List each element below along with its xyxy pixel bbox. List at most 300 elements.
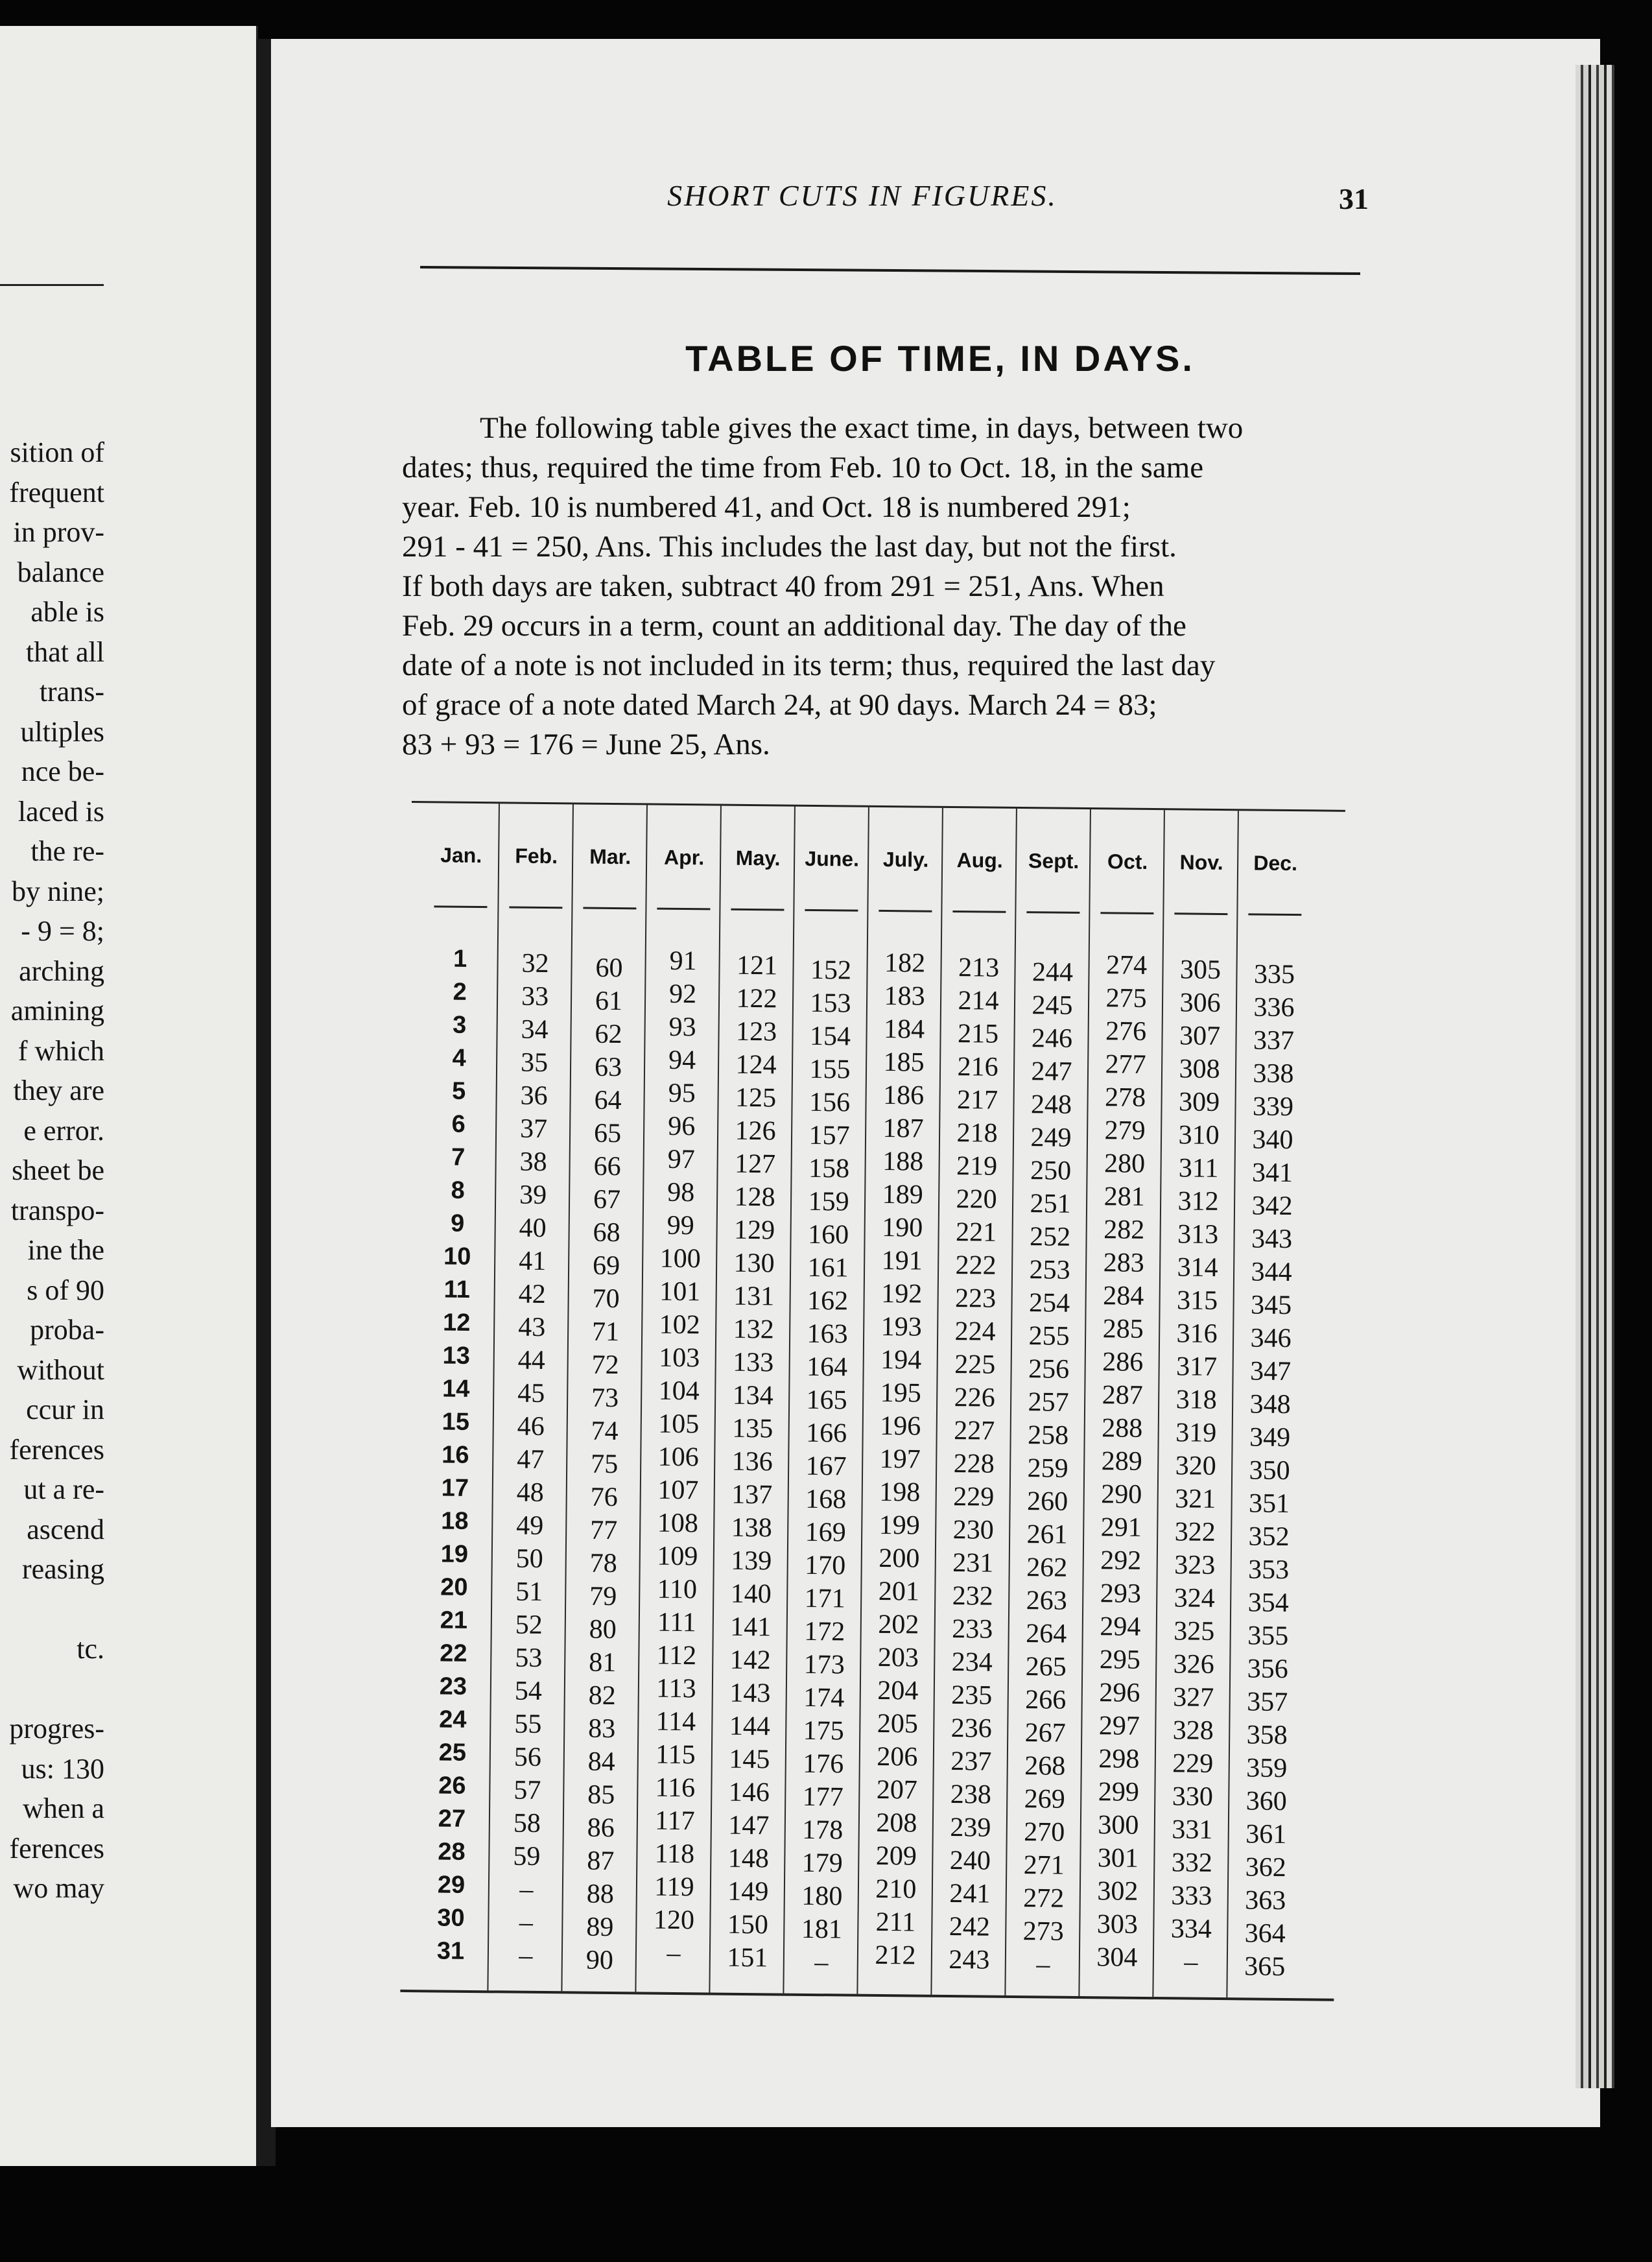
table-cell: 175 (803, 1715, 844, 1746)
table-cell: 325 (1174, 1616, 1215, 1647)
table-cell: 285 (1102, 1314, 1144, 1344)
table-cell: 301 (1097, 1843, 1139, 1874)
table-cell: 295 (1099, 1645, 1141, 1675)
column-header: May. (735, 846, 781, 870)
table-cell: 119 (654, 1872, 694, 1903)
table-cell: 184 (883, 1014, 925, 1045)
table-column-may (709, 806, 796, 1994)
table-cell: 151 (727, 1942, 768, 1973)
table-cell: 69 (592, 1250, 620, 1281)
table-cell: 106 (657, 1442, 700, 1473)
table-cell: 35 (520, 1047, 549, 1078)
left-page-fragment: nce be- (21, 756, 104, 787)
table-cell: 226 (954, 1383, 995, 1413)
table-cell: 72 (591, 1350, 619, 1381)
table-cell: 344 (1251, 1257, 1292, 1288)
table-cell: 217 (956, 1085, 998, 1115)
left-page-fragment: in prov- (13, 516, 104, 548)
table-cell: 29 (437, 1871, 466, 1899)
table-cell: – (1184, 1947, 1198, 1977)
table-cell: 342 (1251, 1191, 1293, 1222)
table-cell: 143 (729, 1678, 771, 1709)
table-cell: 165 (806, 1385, 847, 1416)
table-cell: 205 (877, 1708, 919, 1739)
table-cell: 57 (513, 1775, 541, 1805)
table-cell: 263 (1026, 1586, 1067, 1616)
table-cell: 147 (728, 1810, 770, 1841)
table-cell: 272 (1023, 1883, 1065, 1914)
table-column-nov (1152, 810, 1239, 1997)
table-cell: 224 (954, 1316, 996, 1347)
left-page-fragment: sheet be (12, 1154, 104, 1186)
table-cell: 193 (880, 1311, 922, 1342)
table-cell: 132 (733, 1314, 774, 1345)
table-cell: 155 (809, 1054, 851, 1085)
table-cell: 282 (1103, 1215, 1145, 1245)
left-page-fragment: transpo- (10, 1194, 104, 1226)
table-cell: 162 (807, 1285, 849, 1316)
table-cell: 97 (667, 1144, 695, 1175)
table-cell: 359 (1246, 1753, 1288, 1784)
left-page-fragment: e error. (23, 1114, 104, 1147)
table-cell: 160 (807, 1219, 849, 1250)
table-cell: 166 (805, 1418, 847, 1449)
left-page-fragment: by nine; (12, 875, 104, 907)
column-header-rule (657, 908, 710, 911)
left-page-fragment: trans- (39, 676, 104, 708)
table-column-dec (1226, 811, 1313, 1998)
column-header: Oct. (1107, 850, 1148, 874)
left-page-fragment: laced is (18, 795, 104, 827)
table-cell: 107 (657, 1475, 699, 1506)
table-cell: 161 (807, 1252, 849, 1283)
table-cell: 276 (1105, 1016, 1147, 1047)
table-cell: 58 (513, 1808, 541, 1839)
table-cell: 48 (516, 1477, 544, 1508)
left-page-fragment: f which (18, 1034, 104, 1067)
table-cell: 210 (875, 1874, 917, 1905)
table-cell: 340 (1252, 1125, 1293, 1156)
table-cell: 249 (1030, 1123, 1072, 1153)
table-cell: 324 (1174, 1583, 1215, 1613)
table-cell: 149 (727, 1876, 769, 1907)
table-cell: 182 (884, 948, 926, 979)
left-page-fragment: balance (17, 556, 104, 588)
table-cell: 102 (659, 1309, 700, 1340)
table-cell: 259 (1027, 1453, 1068, 1484)
table-cell: 90 (585, 1945, 614, 1976)
table-cell: 12 (442, 1309, 471, 1337)
table-cell: 183 (884, 981, 925, 1012)
column-header: Jan. (440, 843, 482, 868)
table-cell: 234 (951, 1647, 993, 1678)
table-cell: 330 (1172, 1781, 1214, 1812)
table-cell: 112 (656, 1640, 697, 1671)
left-page-fragment: sition of (10, 436, 104, 468)
table-cell: 298 (1098, 1744, 1140, 1774)
table-cell: 41 (518, 1246, 547, 1277)
table-cell: 277 (1105, 1049, 1146, 1080)
column-header: Sept. (1028, 849, 1080, 873)
table-cell: 42 (518, 1279, 546, 1310)
table-cell: 54 (514, 1676, 543, 1706)
table-cell: 360 (1245, 1786, 1287, 1817)
table-cell: 23 (439, 1673, 467, 1700)
table-cell: 299 (1098, 1777, 1140, 1807)
left-page-fragment: ultiples (20, 715, 104, 748)
table-cell: 159 (808, 1186, 849, 1217)
left-page-fragment: without (17, 1353, 104, 1386)
table-cell: 178 (802, 1815, 844, 1846)
column-header-rule (434, 905, 487, 908)
table-cell: 266 (1025, 1685, 1067, 1715)
table-cell: 137 (731, 1479, 773, 1510)
table-cell: 358 (1246, 1720, 1288, 1751)
table-cell: 219 (956, 1151, 998, 1182)
table-cell: 312 (1177, 1186, 1219, 1217)
table-cell: 251 (1030, 1189, 1071, 1219)
table-cell: 268 (1024, 1751, 1066, 1781)
table-cell: 304 (1096, 1942, 1138, 1973)
table-cell: 30 (437, 1904, 465, 1932)
table-cell: 78 (589, 1548, 617, 1579)
table-cell: 238 (950, 1780, 992, 1810)
table-cell: 261 (1026, 1519, 1068, 1550)
table-cell: 19 (440, 1540, 469, 1568)
table-cell: 136 (731, 1446, 773, 1477)
table-cell: 328 (1172, 1715, 1214, 1746)
left-page-fragment: ferences (9, 1433, 104, 1466)
table-cell: 309 (1178, 1087, 1220, 1117)
table-cell: 138 (731, 1512, 772, 1543)
table-cell: 170 (804, 1550, 846, 1581)
table-cell: 50 (515, 1543, 544, 1574)
table-cell: 100 (659, 1243, 701, 1274)
table-cell: 216 (957, 1052, 998, 1082)
left-page-fragment: ut a re- (23, 1473, 104, 1505)
table-cell: 280 (1103, 1149, 1146, 1179)
table-cell: 55 (514, 1709, 542, 1739)
table-cell: 208 (876, 1807, 917, 1839)
table-cell: – (519, 1874, 534, 1905)
column-header-rule (509, 906, 562, 909)
table-cell: – (519, 1907, 534, 1938)
table-cell: 248 (1030, 1089, 1072, 1120)
table-cell: 53 (515, 1643, 543, 1673)
table-cell: 44 (517, 1345, 545, 1376)
table-cell: 34 (521, 1014, 549, 1045)
table-cell: 127 (734, 1149, 776, 1180)
table-cell: 95 (668, 1078, 696, 1109)
table-cell: 203 (877, 1642, 919, 1673)
table-cell: 167 (805, 1451, 847, 1482)
table-cell: 45 (517, 1378, 545, 1409)
table-cell: 163 (807, 1318, 848, 1350)
table-cell: 123 (735, 1016, 777, 1047)
table-cell: 22 (440, 1639, 467, 1667)
table-cell: 4 (452, 1044, 466, 1072)
table-cell: 194 (880, 1344, 922, 1375)
table-cell: 220 (956, 1184, 997, 1215)
table-cell: 7 (451, 1143, 466, 1171)
table-cell: 62 (595, 1019, 622, 1050)
table-cell: 235 (951, 1680, 993, 1711)
left-page-fragment: ine the (27, 1234, 104, 1266)
table-cell: 290 (1101, 1479, 1142, 1510)
left-page-fragment: amining (10, 995, 104, 1027)
table-cell: 2 (453, 978, 467, 1006)
table-cell: 313 (1177, 1219, 1219, 1250)
left-page-fragment: ferences (9, 1832, 104, 1864)
table-cell: 128 (734, 1182, 775, 1213)
table-cell: 190 (881, 1212, 923, 1243)
table-cell: 320 (1175, 1451, 1216, 1481)
table-cell: 114 (655, 1706, 696, 1737)
table-cell: 258 (1027, 1420, 1069, 1451)
table-cell: 351 (1248, 1488, 1290, 1519)
table-cell: 153 (810, 988, 851, 1019)
table-cell: 11 (443, 1276, 471, 1304)
column-header-rule (952, 911, 1006, 913)
table-cell: 254 (1028, 1288, 1070, 1318)
left-page-rule (0, 284, 104, 286)
table-cell: 122 (736, 983, 777, 1014)
table-cell: 297 (1098, 1711, 1140, 1741)
left-page-fragment: able is (30, 596, 104, 628)
table-column-jan (413, 803, 499, 1990)
table-cell: 339 (1252, 1091, 1294, 1123)
table-cell: 314 (1177, 1252, 1218, 1283)
table-cell: 115 (655, 1739, 696, 1770)
table-cell: 343 (1251, 1224, 1293, 1255)
column-header: July. (882, 847, 929, 872)
paragraph-line: dates; thus, required the time from Feb. 10 to Oct. 18, in the same (402, 451, 1204, 484)
left-page-fragment: ccur in (26, 1394, 104, 1425)
table-cell: 103 (659, 1342, 700, 1374)
table-cell: 229 (1172, 1748, 1214, 1779)
paragraph-line: 291 - 41 = 250, Ans. This includes the last day, but not the first. (402, 530, 1177, 564)
table-cell: 221 (955, 1217, 997, 1248)
table-column-apr (635, 805, 722, 1992)
table-cell: 242 (949, 1912, 991, 1942)
table-cell: 260 (1026, 1486, 1068, 1517)
table-cell: 345 (1250, 1290, 1292, 1321)
table-cell: 68 (593, 1217, 620, 1248)
table-cell: 209 (875, 1840, 917, 1872)
table-cell: 24 (439, 1706, 467, 1733)
table-cell: 176 (803, 1748, 844, 1780)
table-cell: 13 (442, 1342, 471, 1370)
table-cell: 195 (880, 1377, 921, 1409)
table-cell: 233 (952, 1614, 993, 1645)
table-cell: 305 (1179, 955, 1221, 985)
column-header: Aug. (956, 848, 1003, 872)
table-cell: 302 (1097, 1876, 1139, 1907)
table-cell: 353 (1247, 1554, 1290, 1586)
column-header-rule (583, 907, 636, 910)
table-cell: 125 (735, 1082, 777, 1113)
table-cell: 225 (954, 1350, 996, 1380)
table-column-sept (1004, 809, 1091, 1996)
table-cell: 28 (438, 1838, 466, 1866)
page-title: TABLE OF TIME, IN DAYS. (685, 338, 1195, 379)
table-cell: 82 (588, 1680, 616, 1711)
column-header-rule (731, 909, 784, 911)
table-column-july (856, 807, 943, 1995)
table-cell: 218 (956, 1118, 998, 1149)
left-page-fragment: they are (13, 1075, 104, 1106)
table-cell: 171 (804, 1583, 845, 1614)
table-cell: 38 (519, 1147, 547, 1178)
table-cell: 181 (801, 1914, 843, 1945)
table-cell: 294 (1100, 1612, 1141, 1642)
table-cell: 288 (1102, 1413, 1143, 1444)
table-cell: 172 (804, 1616, 845, 1647)
page-number: 31 (1339, 182, 1369, 215)
table-cell: 99 (667, 1210, 694, 1241)
table-cell: 80 (589, 1614, 617, 1645)
table-cell: 281 (1103, 1182, 1145, 1212)
table-cell: 350 (1249, 1455, 1290, 1486)
table-cell: 187 (882, 1113, 924, 1144)
table-cell: 317 (1175, 1351, 1218, 1382)
book-edge (1575, 65, 1614, 2088)
column-header-rule (805, 909, 858, 912)
table-cell: 74 (591, 1416, 619, 1447)
table-cell: 105 (658, 1409, 700, 1440)
table-cell: 49 (516, 1510, 544, 1542)
table-cell: 227 (953, 1416, 995, 1446)
table-cell: 113 (655, 1673, 696, 1704)
table-column-feb (487, 804, 574, 1991)
table-cell: 152 (810, 955, 852, 986)
table-cell: 93 (668, 1012, 696, 1043)
table-cell: 65 (593, 1118, 622, 1149)
paragraph-line: year. Feb. 10 is numbered 41, and Oct. 18 is numbered 291; (402, 490, 1131, 524)
table-cell: 15 (442, 1408, 470, 1436)
table-cell: 75 (590, 1449, 619, 1480)
table-cell: 9 (450, 1209, 465, 1237)
table-cell: 43 (517, 1312, 546, 1343)
table-cell: 20 (440, 1573, 468, 1601)
table-cell: 244 (1032, 957, 1074, 988)
table-cell: 101 (659, 1276, 701, 1307)
table-cell: 300 (1098, 1810, 1139, 1840)
table-cell: 354 (1247, 1588, 1289, 1619)
table-cell: 200 (879, 1543, 920, 1574)
table-cell: 292 (1100, 1545, 1142, 1576)
table-cell: 257 (1028, 1387, 1069, 1418)
table-cell: 66 (593, 1151, 621, 1182)
table-cell: 148 (727, 1843, 770, 1874)
table-cell: 174 (803, 1682, 845, 1713)
table-cell: 86 (587, 1813, 615, 1844)
table-cell: 321 (1175, 1484, 1216, 1514)
table-cell: 336 (1253, 992, 1295, 1023)
table-cell: 284 (1103, 1281, 1144, 1311)
table-cell: 158 (808, 1153, 850, 1184)
table-cell: 73 (591, 1383, 619, 1414)
table-cell: 310 (1178, 1120, 1220, 1150)
table-cell: 308 (1179, 1054, 1220, 1084)
table-cell: 230 (952, 1515, 994, 1545)
table-cell: 222 (955, 1250, 997, 1281)
table-cell: 274 (1105, 950, 1148, 981)
table-cell: 271 (1023, 1850, 1065, 1881)
table-cell: 253 (1029, 1255, 1070, 1285)
table-cell: 318 (1175, 1385, 1217, 1415)
table-column-aug (930, 808, 1017, 1995)
table-cell: 139 (731, 1545, 772, 1577)
table-cell: 154 (809, 1021, 851, 1052)
table-cell: 32 (521, 948, 549, 979)
table-cell: 14 (442, 1375, 470, 1403)
left-page-fragment: the re- (30, 835, 104, 867)
table-cell: 346 (1250, 1323, 1292, 1354)
table-cell: 334 (1170, 1914, 1212, 1944)
table-cell: 173 (803, 1649, 845, 1680)
table-cell: 252 (1029, 1222, 1071, 1252)
table-cell: 211 (875, 1907, 916, 1938)
table-cell: 96 (667, 1111, 696, 1142)
paragraph-line: Feb. 29 occurs in a term, count an additional day. The day of the (402, 609, 1186, 643)
table-cell: 156 (808, 1087, 851, 1118)
table-cell: – (814, 1947, 829, 1978)
days-table (400, 801, 1345, 2001)
table-cell: 150 (727, 1909, 769, 1940)
table-cell: 177 (802, 1781, 844, 1813)
table-cell: 118 (654, 1839, 695, 1870)
running-head: SHORT CUTS IN FIGURES. (667, 179, 1057, 212)
table-cell: 121 (736, 950, 778, 981)
table-cell: 142 (729, 1645, 772, 1676)
table-cell: 198 (879, 1477, 921, 1508)
table-cell: 131 (733, 1281, 775, 1312)
column-header-rule (1100, 912, 1153, 914)
table-cell: 85 (587, 1780, 615, 1811)
table-cell: 126 (735, 1115, 776, 1147)
table-cell: 212 (875, 1940, 916, 1971)
table-cell: 140 (730, 1578, 772, 1610)
column-header-rule (879, 910, 932, 912)
table-cell: 326 (1173, 1649, 1214, 1680)
table-cell: 264 (1025, 1619, 1067, 1649)
table-cell: 110 (657, 1574, 698, 1605)
intro-paragraph (402, 409, 1362, 765)
table-cell: 67 (593, 1184, 621, 1215)
table-cell: 323 (1174, 1550, 1216, 1580)
table-cell: 111 (657, 1607, 697, 1638)
table-cell: 145 (729, 1744, 770, 1775)
column-header: Dec. (1253, 851, 1298, 875)
column-header-rule (1026, 911, 1080, 914)
table-cell: 364 (1244, 1918, 1286, 1949)
table-cell: 262 (1026, 1553, 1068, 1583)
table-cell: 215 (957, 1019, 999, 1049)
table-cell: 56 (513, 1742, 542, 1772)
table-cell: 185 (883, 1047, 925, 1078)
table-cell: 348 (1249, 1389, 1291, 1420)
table-cell: 311 (1178, 1153, 1219, 1184)
table-cell: 289 (1101, 1446, 1142, 1477)
table-cell: 64 (594, 1085, 622, 1116)
table-cell: 199 (879, 1510, 921, 1541)
left-page-fragment: proba- (30, 1314, 104, 1346)
table-cell: 228 (953, 1449, 995, 1479)
table-cell: 273 (1022, 1916, 1065, 1947)
table-cell: 109 (657, 1541, 698, 1572)
paragraph-line: If both days are taken, subtract 40 from 291 = 251, Ans. When (402, 569, 1164, 603)
